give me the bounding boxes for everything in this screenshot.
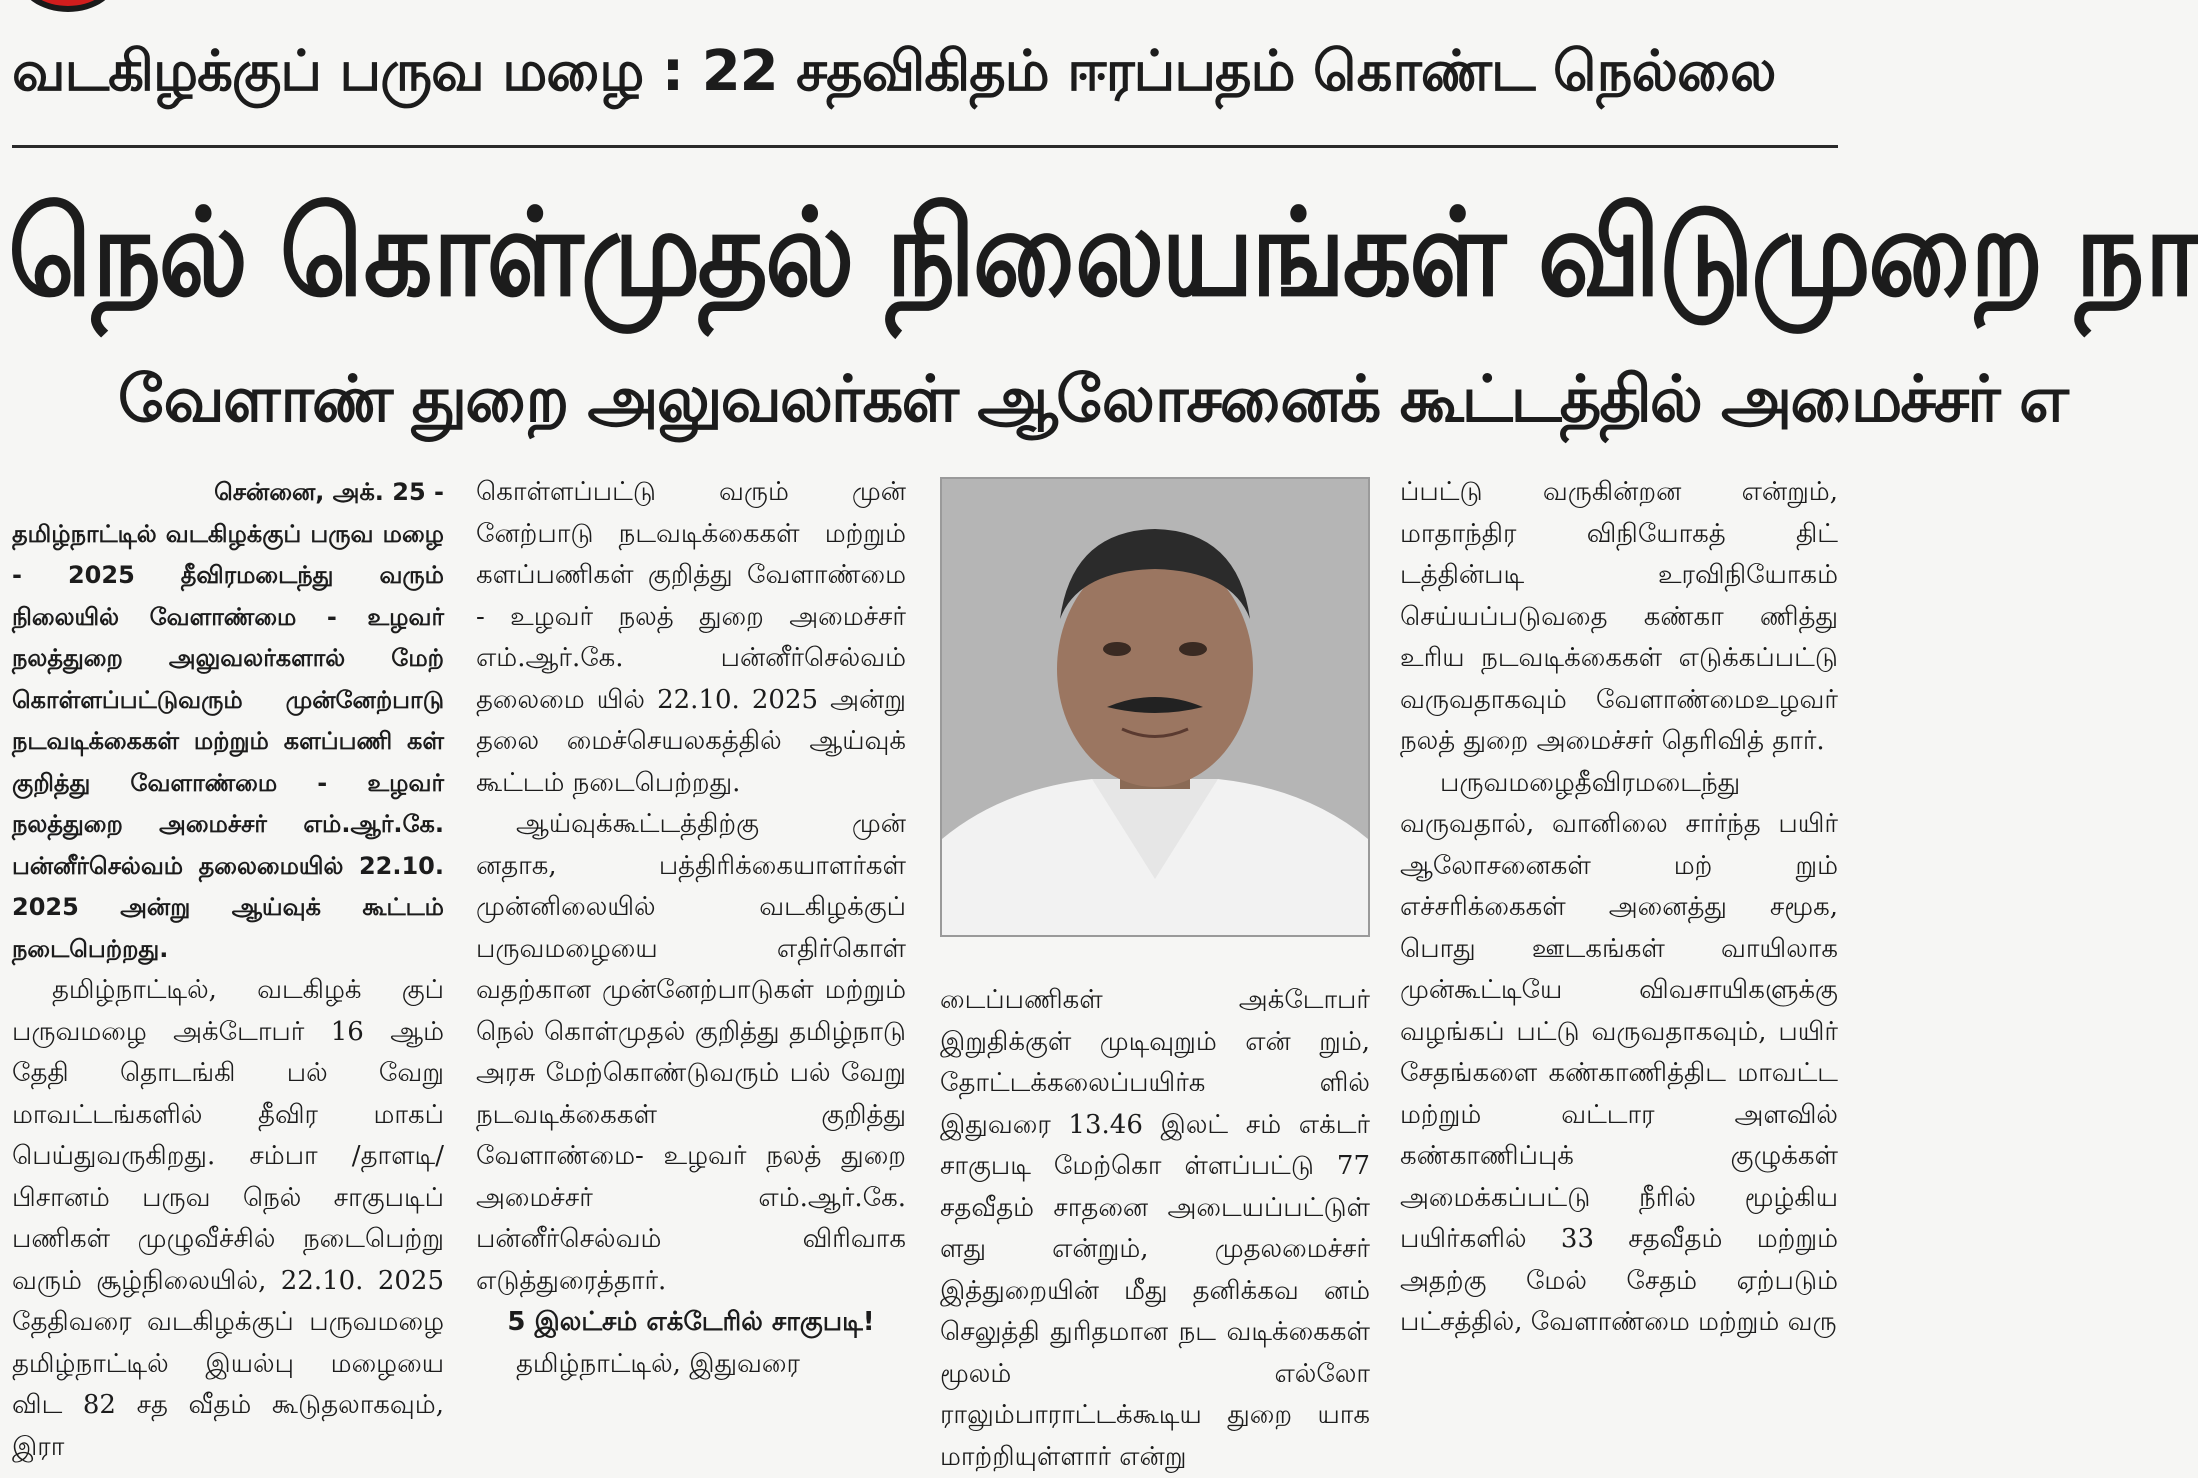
paragraph: ப்பட்டு வருகின்றன என்றும், மாதாந்திர விநியோகத் திட் டத்தின்படி உரவிநியோகம் செய்யப்படுவதை கண்கா ணித்து உரிய நடவடிக்கைகள் எடுக்கப்பட்டு வருவதாகவும் வேளாண்மைஉழவர் நலத் துறை அமைச்சர் தெரிவித் தார். <box>1400 477 1838 756</box>
article-column-2 <box>476 472 906 1478</box>
masthead-logo-icon <box>18 0 118 12</box>
paragraph: பருவமழைதீவிரமடைந்து வருவதால், வானிலை சார்ந்த பயிர் ஆலோசனைகள் மற் றும் எச்சரிக்கைகள் அனைத்து சமூக, பொது ஊடகங்கள் வாயிலாக முன்கூட்டியே விவசாயிகளுக்கு வழங்கப் பட்டு வருவதாகவும், பயிர் சேதங்களை கண்காணித்திட மாவட்ட மற்றும் வட்டார அளவில் கண்காணிப்புக் குழுக்கள் அமைக்கப்பட்டு நீரில் மூழ்கிய பயிர்களில் 33 சதவீதம் மற்றும் அதற்கு மேல் சேதம் ஏற்படும் பட்சத்தில், வேளாண்மை மற்றும் வரு <box>1400 767 1838 1337</box>
article-lead <box>12 472 444 970</box>
headline-divider <box>12 145 1838 148</box>
crosshead: 5 இலட்சம் எக்டேரில் சாகுபடி! <box>507 1307 875 1337</box>
paragraph: டைப்பணிகள் அக்டோபர் இறுதிக்குள் முடிவுறும் என் றும், தோட்டக்கலைப்பயிர்க ளில் இதுவரை 13.46 இலட் சம் எக்டர் சாகுபடி மேற்கொ ள்ளப்பட்டு 77 சதவீதம் சாதனை அடையப்பட்டுள் ளது என்றும், முதலமைச்சர் இத்துறையின் மீது தனிக்கவ னம் செலுத்தி துரிதமான நட வடிக்கைகள் மூலம் எல்லோ ராலும்பாராட்டக்கூடிய துறை யாக மாற்றியுள்ளார் என்று <box>940 985 1370 1472</box>
portrait-image <box>942 479 1368 935</box>
article-column-3 <box>940 980 1370 1478</box>
article-column-1 <box>12 472 444 1478</box>
paragraph: தமிழ்நாட்டில், இதுவரை <box>516 1348 800 1379</box>
main-headline: நெல் கொள்முதல் நிலையங்கள் விடுமுறை நா <box>8 183 2198 324</box>
dateline: சென்னை, அக். 25 - <box>214 478 444 506</box>
sub-headline: வேளாண் துறை அலுவலர்கள் ஆலோசனைக் கூட்டத்தில் அமைச்சர் எ <box>118 363 2067 437</box>
lead-text: தமிழ்நாட்டில் வடகிழக்குப் பருவ மழை - 2025 தீவிரமடைந்து வரும் நிலையில் வேளாண்மை - உழவர் நலத்துறை அலுவலர்களால் மேற் கொள்ளப்பட்டுவரும் முன்னேற்பாடு நடவடிக்கைகள் மற்றும் களப்பணி கள் குறித்து வேளாண்மை - உழவர் நலத்துறை அமைச்சர் எம்.ஆர்.கே. பன்னீர்செல்வம் தலைமையில் 22.10. 2025 அன்று ஆய்வுக் கூட்டம் நடைபெற்றது. <box>12 519 444 963</box>
paragraph: கொள்ளப்பட்டு வரும் முன் னேற்பாடு நடவடிக்கைகள் மற்றும் களப்பணிகள் குறித்து வேளாண்மை - உழவர் நலத் துறை அமைச்சர் எம்.ஆர்.கே. பன்னீர்செல்வம் தலைமை யில் 22.10. 2025 அன்று தலை மைச்செயலகத்தில் ஆய்வுக் கூட்டம் நடைபெற்றது. <box>476 477 906 798</box>
minister-photo <box>940 477 1370 937</box>
article-column-4 <box>1400 472 1838 1478</box>
paragraph: ஆய்வுக்கூட்டத்திற்கு முன் னதாக, பத்திரிக்கையாளர்கள் முன்னிலையில் வடகிழக்குப் பருவமழையை எதிர்கொள் வதற்கான முன்னேற்பாடுகள் மற்றும் நெல் கொள்முதல் குறித்து தமிழ்நாடு அரசு மேற்கொண்டுவரும் பல் வேறு நடவடிக்கைகள் குறித்து வேளாண்மை- உழவர் நலத் துறை அமைச்சர் எம்.ஆர்.கே. பன்னீர்செல்வம் விரிவாக எடுத்துரைத்தார். <box>476 809 906 1296</box>
paragraph: தமிழ்நாட்டில், வடகிழக் குப் பருவமழை அக்டோபர் 16 ஆம் தேதி தொடங்கி பல் வேறு மாவட்டங்களில் தீவிர மாகப் பெய்துவருகிறது. சம்பா /தாளடி/பிசானம் பருவ நெல் சாகுபடிப் பணிகள் முழுவீச்சில் நடைபெற்று வரும் சூழ்நிலையில், 22.10. 2025 தேதிவரை வடகிழக்குப் பருவமழை தமிழ்நாட்டில் இயல்பு மழையை விட 82 சத வீதம் கூடுதலாகவும், இரா <box>12 975 444 1462</box>
kicker-headline: வடகிழக்குப் பருவ மழை : 22 சதவிகிதம் ஈரப்பதம் கொண்ட நெல்லை <box>12 39 1776 104</box>
